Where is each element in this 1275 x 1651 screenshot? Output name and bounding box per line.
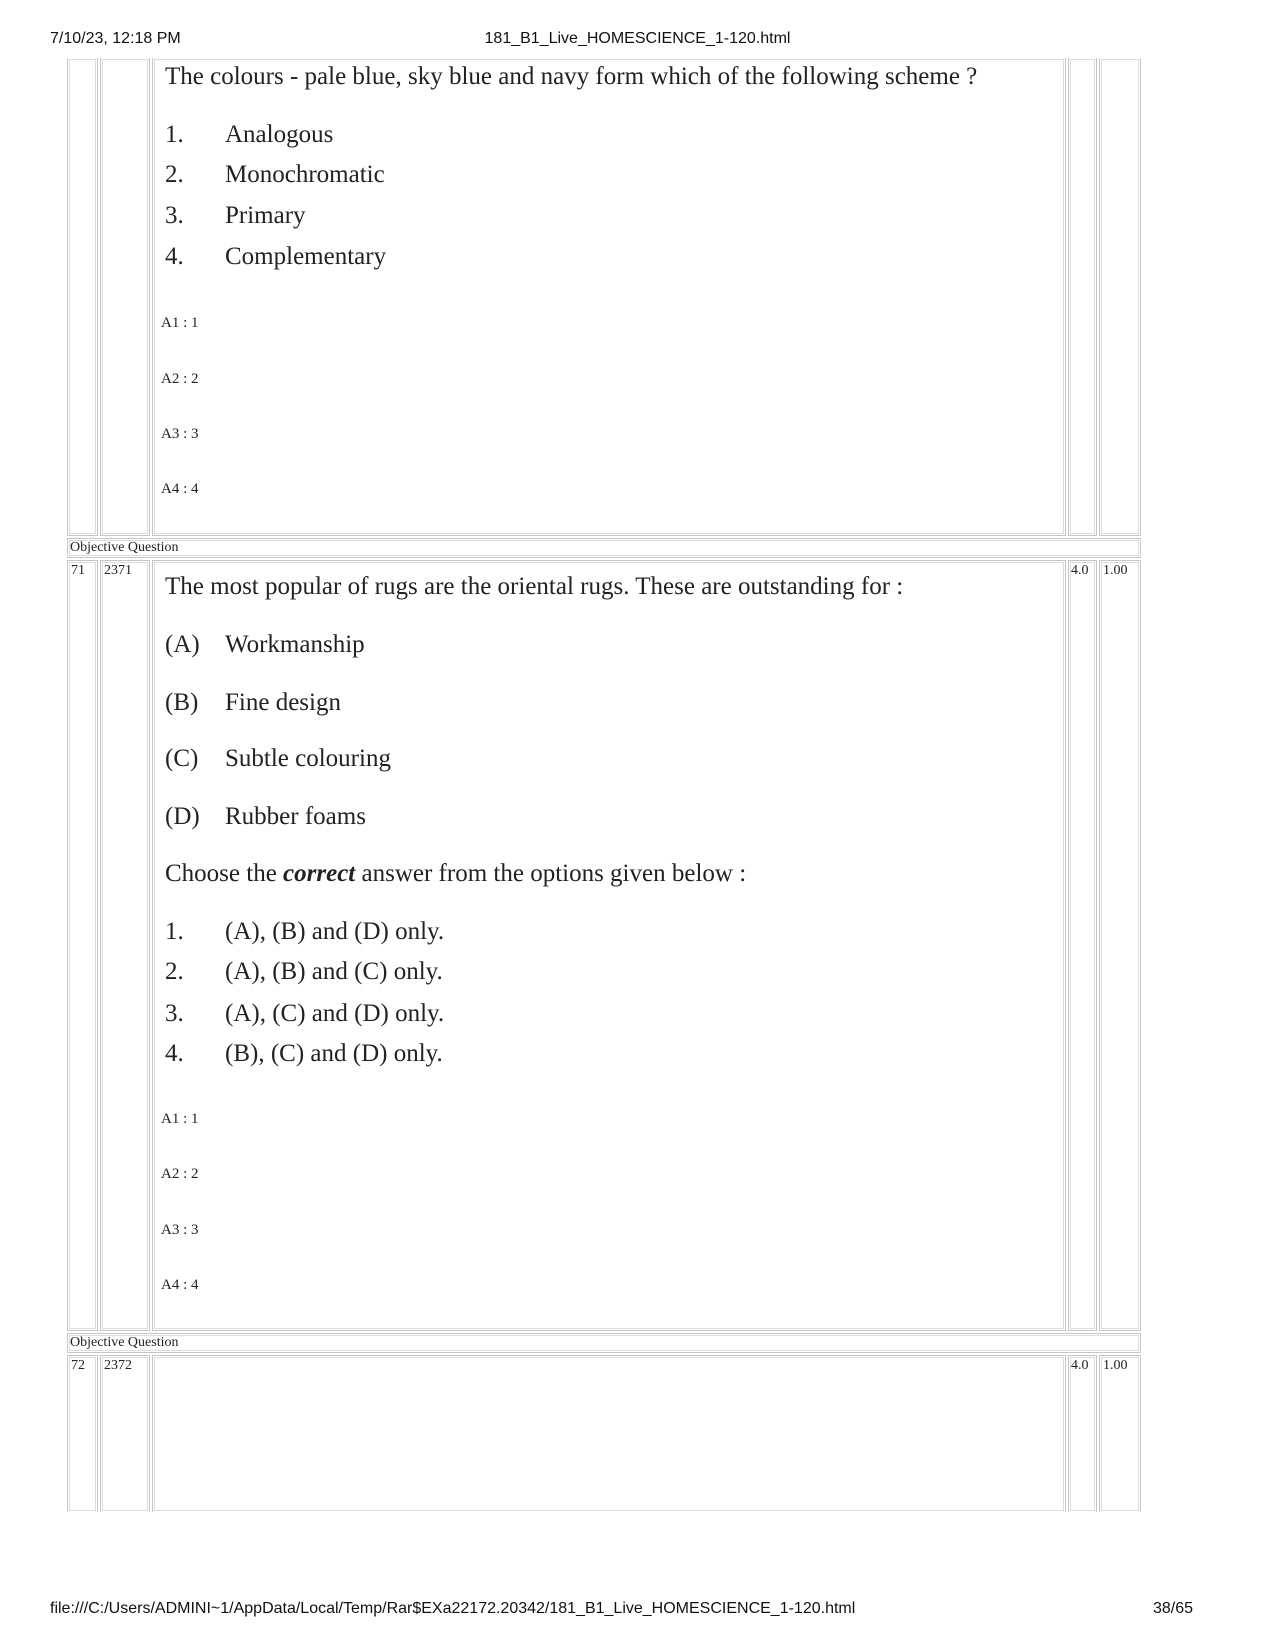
q71-answer-key-4: A4 : 4: [161, 1277, 199, 1293]
q70-id-cell: [100, 58, 150, 536]
q71-statement-b-label: Fine design: [225, 689, 341, 716]
q72-serial-number: 72: [71, 1358, 85, 1373]
q72-type-label: Objective Question: [70, 1335, 179, 1350]
q70-answer-key-4: A4 : 4: [161, 481, 199, 497]
q70-question-text: The colours - pale blue, sky blue and navy form which of the following scheme ?: [165, 63, 978, 90]
q70-answer-key-2: A2 : 2: [161, 371, 199, 387]
q71-type-row: [67, 538, 1141, 558]
q71-instruction-emphasis: correct: [283, 860, 356, 887]
q71-option-2-label: (A), (B) and (C) only.: [225, 958, 443, 985]
q72-marks: 4.0: [1071, 1358, 1089, 1373]
print-header: [0, 30, 1275, 52]
q70-marks-cell: [1068, 58, 1097, 536]
q72-marks-cell: [1068, 1355, 1097, 1512]
q71-option-2-number: 2.: [165, 958, 184, 985]
q70-negative-cell: [1099, 58, 1141, 536]
q71-option-3-number: 3.: [165, 1000, 184, 1027]
q71-id-cell: [100, 560, 150, 1331]
q71-instruction: [165, 860, 746, 888]
q71-option-4-number: 4.: [165, 1040, 184, 1067]
print-footer: [0, 1600, 1275, 1622]
q71-serial-cell: [67, 560, 98, 1331]
q71-negative-marks: 1.00: [1103, 563, 1128, 578]
q71-marks: 4.0: [1071, 563, 1089, 578]
print-file-path: file:///C:/Users/ADMINI~1/AppData/Local/Temp/Rar$EXa22172.20342/181_B1_Live_HOMESCIENCE_1-120.html: [50, 1600, 856, 1617]
q71-answer-key-3: A3 : 3: [161, 1222, 199, 1238]
q71-answer-key-1: A1 : 1: [161, 1111, 199, 1127]
q70-option-4-number: 4.: [165, 243, 184, 270]
q70-serial-cell: [67, 58, 98, 536]
q71-option-1-number: 1.: [165, 918, 184, 945]
q71-statement-a-letter: (A): [165, 631, 200, 658]
q71-negative-cell: [1099, 560, 1141, 1331]
q70-answer-key-1: A1 : 1: [161, 315, 199, 331]
print-page-indicator: 38/65: [1152, 1600, 1193, 1617]
q71-serial-number: 71: [71, 563, 85, 578]
q71-instruction-before: Choose the: [165, 860, 284, 887]
q72-serial-cell: [67, 1355, 98, 1512]
q71-type-label: Objective Question: [70, 540, 179, 555]
q70-option-1-number: 1.: [165, 121, 184, 148]
q72-negative-cell: [1099, 1355, 1141, 1512]
q71-option-3-label: (A), (C) and (D) only.: [225, 1000, 445, 1027]
q71-answer-key-2: A2 : 2: [161, 1166, 199, 1182]
q71-statement-b-letter: (B): [165, 689, 199, 716]
q71-statement-d-letter: (D): [165, 803, 200, 830]
q72-type-row: [67, 1333, 1141, 1353]
print-datetime: 7/10/23, 12:18 PM: [50, 30, 181, 47]
q71-statement-a-label: Workmanship: [225, 631, 365, 658]
q72-question-cell: [152, 1355, 1066, 1512]
q71-option-1-label: (A), (B) and (D) only.: [225, 918, 445, 945]
q71-statement-c-label: Subtle colouring: [225, 745, 391, 772]
q72-negative-marks: 1.00: [1103, 1358, 1128, 1373]
q70-option-3-label: Primary: [225, 202, 306, 229]
q70-option-3-number: 3.: [165, 202, 184, 229]
q71-marks-cell: [1068, 560, 1097, 1331]
q71-statement-d-label: Rubber foams: [225, 803, 366, 830]
q70-option-2-label: Monochromatic: [225, 161, 385, 188]
q71-instruction-after: answer from the options given below :: [355, 860, 747, 887]
q70-option-1-label: Analogous: [225, 121, 334, 148]
q71-question-text: The most popular of rugs are the oriental rugs. These are outstanding for :: [165, 573, 904, 600]
print-document-title: 181_B1_Live_HOMESCIENCE_1-120.html: [484, 30, 791, 47]
q72-id-cell: [100, 1355, 150, 1512]
q71-question-id: 2371: [104, 563, 132, 578]
q70-answer-key-3: A3 : 3: [161, 426, 199, 442]
q71-option-4-label: (B), (C) and (D) only.: [225, 1040, 443, 1067]
q70-option-2-number: 2.: [165, 161, 184, 188]
q72-question-id: 2372: [104, 1358, 132, 1373]
q70-option-4-label: Complementary: [225, 243, 387, 270]
q71-statement-c-letter: (C): [165, 745, 199, 772]
